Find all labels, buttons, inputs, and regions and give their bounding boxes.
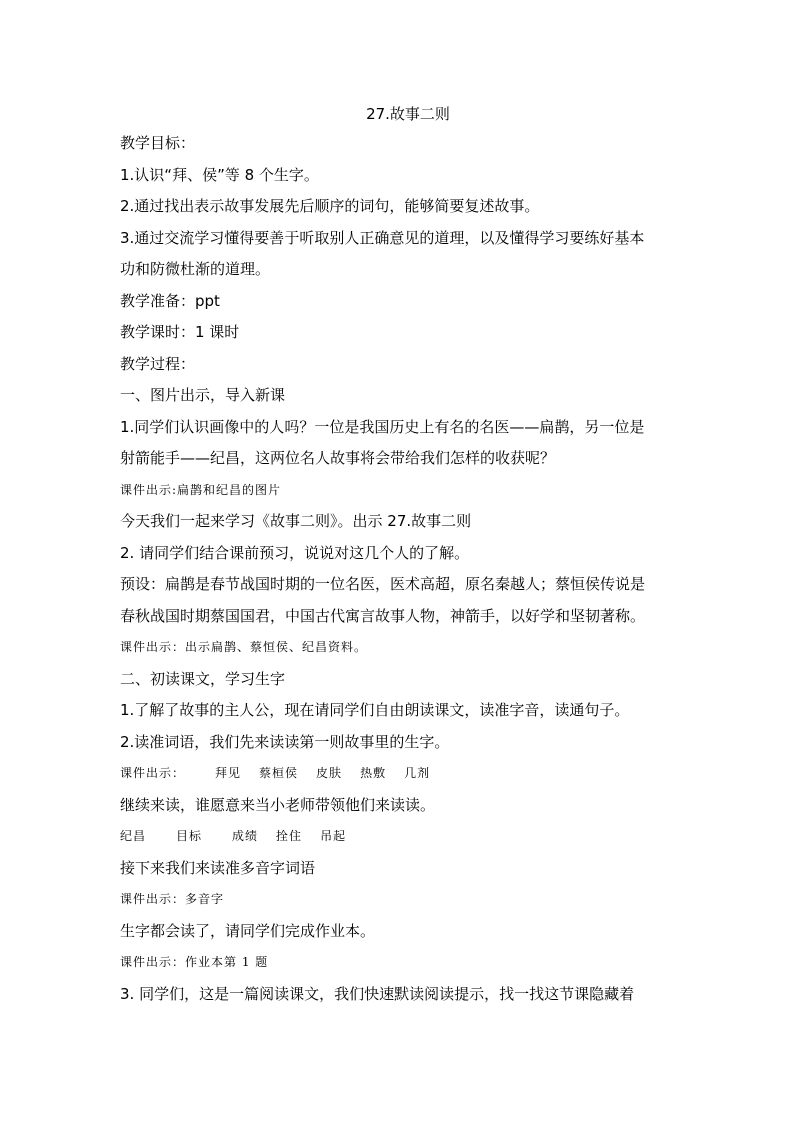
goal-item-2: 2.通过找出表示故事发展先后顺序的词句，能够简要复述故事。 (120, 197, 540, 215)
paragraph-line: 3. 同学们，这是一篇阅读课文，我们快速默读阅读提示，找一找这节课隐藏着 (120, 984, 635, 1003)
word-list-2 (120, 821, 680, 853)
hours-line: 教学课时：1 课时 (120, 323, 240, 341)
vocab-word: 皮肤 (316, 766, 343, 780)
vocab-word: 目标 (176, 829, 203, 843)
paragraph-line: 生字都会读了，请同学们完成作业本。 (120, 921, 376, 940)
prep-line: 教学准备：ppt (120, 291, 220, 310)
paragraph-line: 1.了解了故事的主人公，现在请同学们自由朗读课文，读准字音，读通句子。 (120, 701, 630, 719)
vocab-word: 热敷 (360, 766, 387, 780)
paragraph-line: 2.读准词语，我们先来读读第一则故事里的生字。 (120, 732, 450, 751)
goal-item-3: 3.通过交流学习懂得要善于听取别人正确意见的道理，以及懂得学习要练好基本 (120, 228, 645, 247)
paragraph-line: 继续来读，谁愿意来当小老师带领他们来读读。 (120, 795, 436, 814)
step-heading-2: 二、初读课文，学习生字 (120, 669, 286, 688)
vocab-word: 蔡桓侯 (259, 766, 299, 780)
document-title: 27.故事二则 (366, 105, 450, 123)
paragraph-line: 接下来我们来读准多音字词语 (120, 858, 316, 877)
vocab-word: 成绩 (232, 829, 259, 843)
paragraph-line: 预设：扁鹊是春节战国时期的一位名医，医术高超，原名秦越人；蔡恒侯传说是 (120, 575, 646, 593)
vocab-word: 拜见 (215, 766, 242, 780)
section-heading-process: 教学过程： (120, 354, 196, 373)
vocab-word: 拴住 (276, 829, 303, 843)
vocab-word: 几剂 (404, 766, 431, 780)
vocab-word: 纪昌 (120, 829, 147, 843)
goal-item-3-cont: 功和防微杜渐的道理。 (120, 260, 271, 278)
section-heading-goals: 教学目标： (120, 134, 196, 152)
paragraph-line: 今天我们一起来学习《故事二则》。出示 27.故事二则 (120, 512, 472, 530)
paragraph-line: 春秋战国时期蔡国国君，中国古代寓言故事人物，神箭手，以好学和坚韧著称。 (120, 606, 646, 625)
word-list-prefix: 课件出示： (120, 766, 186, 780)
courseware-note: 课件出示:扁鹊和纪昌的图片 (120, 482, 282, 497)
vocab-word: 吊起 (320, 829, 347, 843)
paragraph-line: 射箭能手——纪昌，这两位名人故事将会带给我们怎样的收获呢？ (120, 449, 556, 467)
step-heading-1: 一、图片出示，导入新课 (120, 386, 286, 404)
courseware-note: 课件出示：作业本第 1 题 (120, 955, 269, 969)
document-page (120, 100, 680, 1010)
paragraph-line: 2. 请同学们结合课前预习，说说对这几个人的了解。 (120, 543, 470, 562)
courseware-note: 课件出示：出示扁鹊、蔡恒侯、纪昌资料。 (120, 640, 368, 654)
paragraph-line: 1.同学们认识画像中的人吗？一位是我国历史上有名的名医——扁鹊，另一位是 (120, 417, 645, 436)
courseware-note: 课件出示：多音字 (120, 892, 225, 906)
word-list-1 (120, 758, 680, 790)
goal-item-1: 1.认识“拜、侯”等 8 个生字。 (120, 165, 319, 184)
